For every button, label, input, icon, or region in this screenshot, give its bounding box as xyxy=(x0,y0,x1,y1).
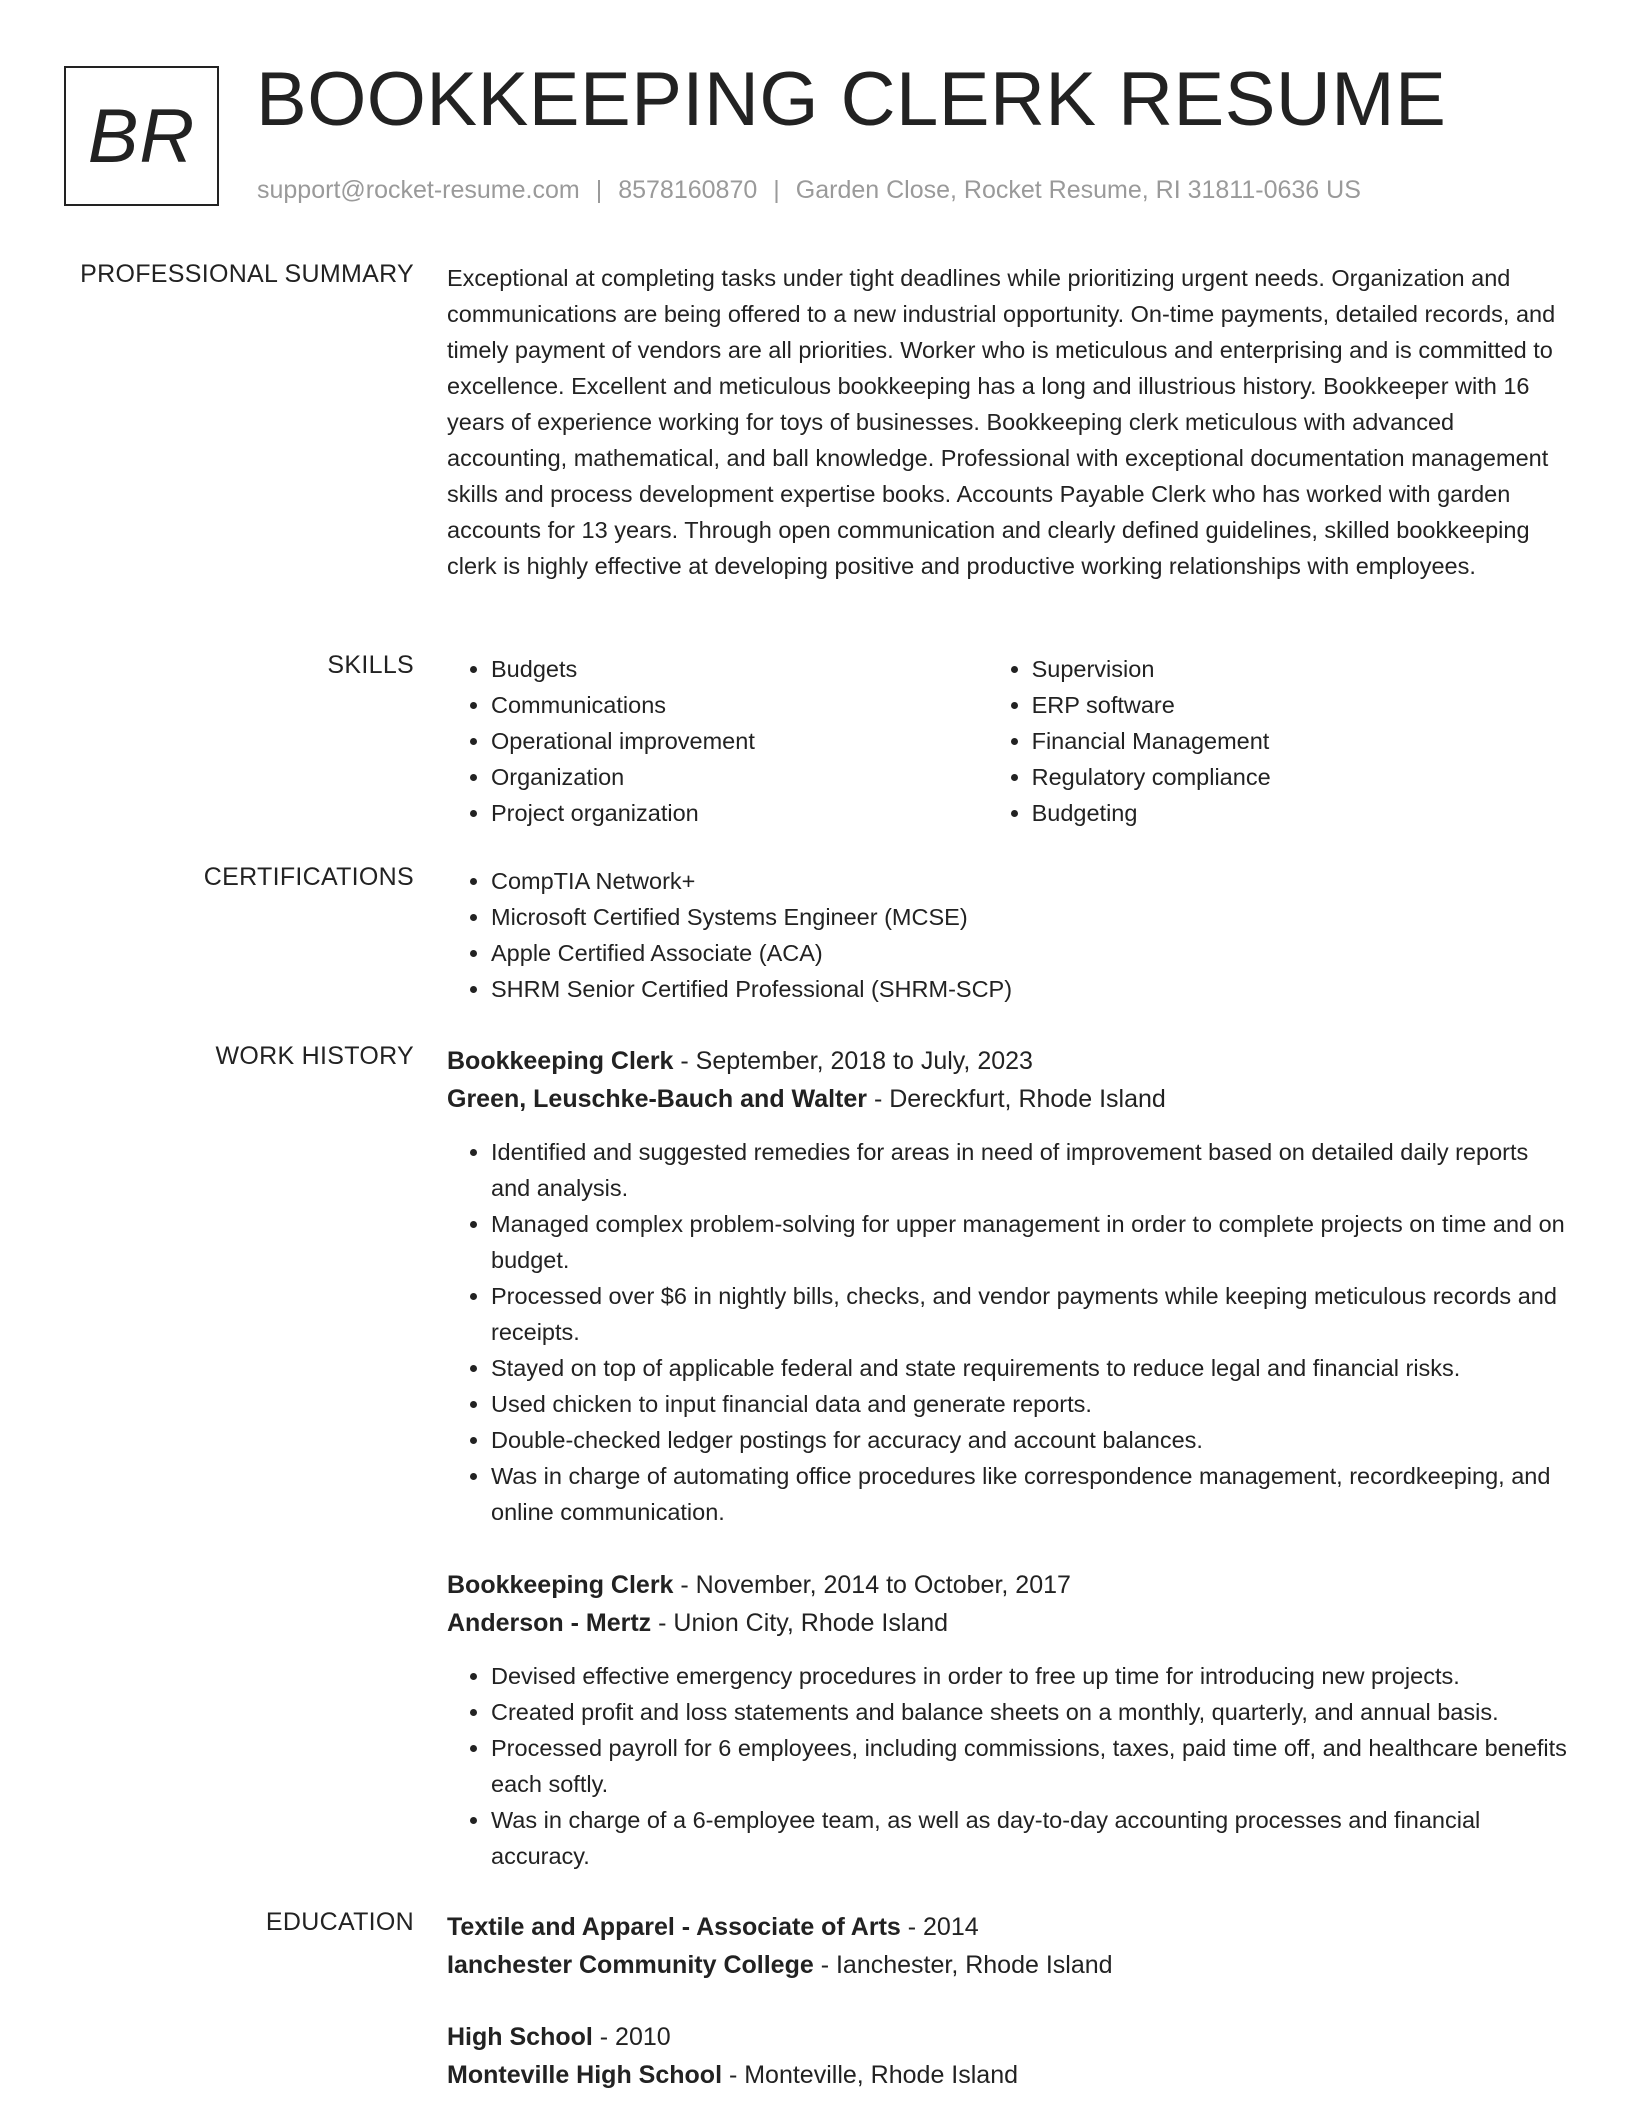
job-bullet: • Stayed on top of applicable federal and state requirements to reduce legal and financial risks. xyxy=(491,1350,1567,1386)
education-location: - Ianchester, Rhode Island xyxy=(813,1951,1113,1979)
job-bullet: • Devised effective emergency procedures in order to free up time for introducing new projects. xyxy=(491,1658,1567,1694)
job-role-line xyxy=(447,1042,1567,1080)
skill-item: • Project organization xyxy=(491,795,983,831)
job-bullet: • Managed complex problem-solving for upper management in order to complete projects on time and on budget. xyxy=(491,1206,1567,1278)
section-body xyxy=(447,651,1567,831)
contact-separator: | xyxy=(773,176,780,204)
education-degree: Textile and Apparel - Associate of Arts xyxy=(447,1913,901,1941)
education-year: - 2010 xyxy=(592,2023,671,2051)
job-bullet: • Created profit and loss statements and balance sheets on a monthly, quarterly, and annual basis. xyxy=(491,1694,1567,1730)
education-year: - 2014 xyxy=(900,1913,979,1941)
initials-monogram: BR xyxy=(64,66,219,206)
certification-item: • Microsoft Certified Systems Engineer (MCSE) xyxy=(491,899,1567,935)
job-company-line xyxy=(447,1604,1567,1642)
job-bullet: • Was in charge of a 6-employee team, as well as day-to-day accounting processes and financial accuracy. xyxy=(491,1802,1567,1874)
job-role: Bookkeeping Clerk xyxy=(447,1047,674,1075)
education-degree-line xyxy=(447,2018,1567,2056)
section-title: WORK HISTORY xyxy=(215,1042,414,1070)
section-body xyxy=(447,863,1567,1007)
job-bullet: • Used chicken to input financial data and generate reports. xyxy=(491,1386,1567,1422)
job-bullet: • Processed payroll for 6 employees, including commissions, taxes, paid time off, and healthcare benefits each softly. xyxy=(491,1730,1567,1802)
job-bullets xyxy=(447,1134,1567,1530)
education-school: Ianchester Community College xyxy=(447,1951,814,1979)
skill-item: • Budgets xyxy=(491,651,983,687)
summary-text: Exceptional at completing tasks under tight deadlines while prioritizing urgent needs. Organization and communications are being offered to a new industrial opportunity. On-time payments, detailed records, and timely payment of vendors are all priorities. Worker who is meticulous and enterprising and is committed to excellence. Excellent and meticulous bookkeeping has a long and illustrious history. Bookkeeper with 16 years of experience working for toys of businesses. Bookkeeping clerk meticulous with advanced accounting, mathematical, and ball knowledge. Professional with exceptional documentation management skills and process development expertise books. Accounts Payable Clerk who has worked with garden accounts for 13 years. Through open communication and clearly defined guidelines, skilled bookkeeping clerk is highly effective at developing positive and productive working relationships with employees. xyxy=(447,265,1556,579)
education-location: - Monteville, Rhode Island xyxy=(722,2061,1018,2089)
education-entry xyxy=(447,1908,1567,1984)
skill-item: • ERP software xyxy=(1032,687,1567,723)
section-body xyxy=(447,260,1567,584)
resume-title: BOOKKEEPING CLERK RESUME xyxy=(256,57,1447,142)
section-title: EDUCATION xyxy=(265,1908,414,1936)
job-bullet: • Processed over $6 in nightly bills, checks, and vendor payments while keeping meticulous records and receipts. xyxy=(491,1278,1567,1350)
job-dates: - September, 2018 to July, 2023 xyxy=(673,1047,1033,1075)
certification-item: • CompTIA Network+ xyxy=(491,863,1567,899)
job-bullet: • Identified and suggested remedies for areas in need of improvement based on detailed daily reports and analysis. xyxy=(491,1134,1567,1206)
education-school: Monteville High School xyxy=(447,2061,723,2089)
email-link[interactable]: support@rocket-resume.com xyxy=(257,176,580,204)
job-location: - Union City, Rhode Island xyxy=(651,1609,949,1637)
section-body xyxy=(447,1566,1567,1874)
contact-line xyxy=(257,176,1361,205)
education-school-line xyxy=(447,2056,1567,2094)
job-bullet: • Double-checked ledger postings for accuracy and account balances. xyxy=(491,1422,1567,1458)
skill-item: • Budgeting xyxy=(1032,795,1567,831)
skills-list-right xyxy=(983,651,1567,831)
section-body xyxy=(447,1042,1567,1530)
address: Garden Close, Rocket Resume, RI 31811-0636 US xyxy=(795,176,1361,204)
job-company: Green, Leuschke-Bauch and Walter xyxy=(447,1085,868,1113)
skills-list-left xyxy=(447,651,983,831)
section-title: SKILLS xyxy=(327,651,414,679)
certification-item: • SHRM Senior Certified Professional (SHRM-SCP) xyxy=(491,971,1567,1007)
certification-item: • Apple Certified Associate (ACA) xyxy=(491,935,1567,971)
section-title: PROFESSIONAL SUMMARY xyxy=(80,260,414,288)
job-entry xyxy=(447,1566,1567,1874)
job-role-line xyxy=(447,1566,1567,1604)
skill-item: • Regulatory compliance xyxy=(1032,759,1567,795)
job-entry xyxy=(447,1042,1567,1530)
skill-item: • Supervision xyxy=(1032,651,1567,687)
skill-item: • Operational improvement xyxy=(491,723,983,759)
education-degree: High School xyxy=(447,2023,593,2051)
education-school-line xyxy=(447,1946,1567,1984)
section-title: CERTIFICATIONS xyxy=(203,863,414,891)
skill-item: • Organization xyxy=(491,759,983,795)
job-company-line xyxy=(447,1080,1567,1118)
skill-item: • Communications xyxy=(491,687,983,723)
skill-item: • Financial Management xyxy=(1032,723,1567,759)
education-entry xyxy=(447,2018,1567,2094)
job-location: - Dereckfurt, Rhode Island xyxy=(867,1085,1166,1113)
certifications-list xyxy=(447,863,1567,1007)
job-bullet: • Was in charge of automating office procedures like correspondence management, recordkeeping, and online communication. xyxy=(491,1458,1567,1530)
section-body xyxy=(447,1908,1567,1984)
job-bullets xyxy=(447,1658,1567,1874)
phone-number: 8578160870 xyxy=(618,176,758,204)
job-role: Bookkeeping Clerk xyxy=(447,1571,674,1599)
education-degree-line xyxy=(447,1908,1567,1946)
section-body xyxy=(447,2018,1567,2094)
job-company: Anderson - Mertz xyxy=(447,1609,652,1637)
contact-separator: | xyxy=(595,176,603,204)
job-dates: - November, 2014 to October, 2017 xyxy=(673,1571,1071,1599)
